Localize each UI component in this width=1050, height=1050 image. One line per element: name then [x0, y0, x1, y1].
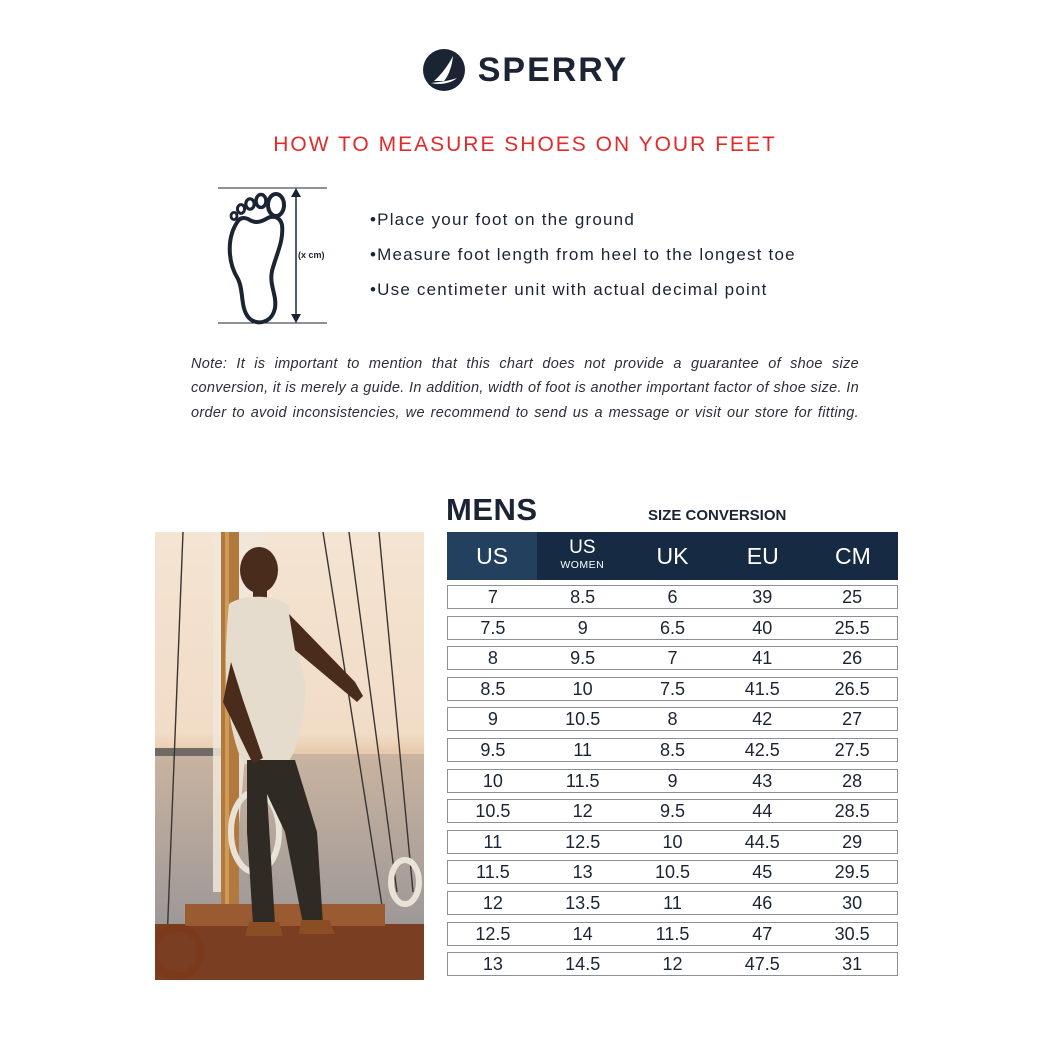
- table-cell: 25: [842, 587, 863, 607]
- table-cell: 14: [572, 923, 593, 944]
- table-header: [447, 532, 898, 580]
- table-cell: 10: [572, 678, 593, 699]
- table-row: [447, 891, 898, 915]
- table-cell: 11: [663, 892, 682, 913]
- step-item: •Place your foot on the ground: [370, 210, 635, 229]
- table-cell: 43: [752, 770, 773, 791]
- table-cell: 7: [487, 587, 498, 607]
- table-cell: 9.5: [659, 801, 685, 822]
- table-cell: 47.5: [744, 954, 780, 975]
- table-cell: 45: [752, 862, 773, 883]
- table-cell: 9: [487, 709, 498, 730]
- table-cell: 13.5: [565, 892, 601, 913]
- table-cell: 41.5: [744, 678, 780, 699]
- table-cell: 10: [482, 770, 503, 791]
- table-cell: 8: [487, 648, 498, 669]
- column-header-eu: [718, 532, 808, 580]
- table-cell: 10: [662, 831, 683, 852]
- table-cell: 46: [752, 892, 773, 913]
- table-row: [447, 616, 898, 640]
- column-header-label: CM: [835, 542, 871, 569]
- column-header-label: US: [476, 542, 509, 569]
- table-cell: 30.5: [834, 923, 870, 944]
- table-cell: 11: [573, 739, 593, 760]
- table-cell: 29.5: [834, 862, 870, 883]
- table-cell: 14.5: [565, 954, 601, 975]
- section-subtitle: SIZE CONVERSION: [648, 507, 787, 524]
- table-cell: 9: [577, 617, 588, 638]
- brand-name: SPERRY: [477, 50, 629, 89]
- table-row: [447, 952, 898, 976]
- man-on-sailboat-photo: [155, 532, 424, 980]
- table-cell: 11.5: [565, 770, 600, 791]
- table-row: [447, 922, 898, 946]
- column-header-label: UK: [656, 542, 689, 569]
- table-cell: 7.5: [480, 617, 506, 638]
- table-cell: 26.5: [834, 678, 870, 699]
- table-cell: 31: [842, 954, 863, 975]
- table-cell: 9: [667, 770, 678, 791]
- table-cell: 8.5: [659, 739, 685, 760]
- column-header-label: EU: [746, 542, 779, 569]
- table-cell: 13: [482, 954, 503, 975]
- column-header-uk: [627, 532, 717, 580]
- table-cell: 41: [752, 648, 773, 669]
- table-cell: 27: [842, 709, 863, 730]
- table-cell: 12: [662, 954, 683, 975]
- table-row: [447, 707, 898, 731]
- table-row: [447, 646, 898, 670]
- table-cell: 11: [483, 831, 503, 852]
- table-cell: 6.5: [659, 617, 685, 638]
- table-cell: 42: [752, 709, 773, 730]
- column-header-us: [447, 532, 537, 580]
- table-cell: 10.5: [654, 862, 691, 883]
- table-cell: 12.5: [565, 831, 601, 852]
- table-cell: 9.5: [480, 739, 506, 760]
- table-row: [447, 830, 898, 854]
- section-title: MENS: [446, 492, 538, 527]
- table-row: [447, 585, 898, 609]
- guide-title: HOW TO MEASURE SHOES ON YOUR FEET: [273, 133, 777, 156]
- table-cell: 8.5: [570, 587, 596, 607]
- table-cell: 27.5: [834, 739, 870, 760]
- step-item: •Use centimeter unit with actual decimal point: [370, 280, 768, 299]
- table-cell: 11.5: [655, 923, 690, 944]
- table-cell: 12.5: [475, 923, 511, 944]
- measure-label: (x cm): [298, 250, 325, 260]
- table-cell: 10.5: [475, 801, 511, 822]
- brand-header: [0, 48, 1050, 92]
- table-cell: 11.5: [476, 862, 510, 883]
- disclaimer-note: Note: It is important to mention that this chart does not provide a guarantee of shoe size conversion, it is merely a guide. In addition, width of foot is another important factor of shoe size. In order to avoid inconsistencies, we recommend to send us a message or visit our store for fitting.: [191, 356, 859, 421]
- table-body: [447, 585, 898, 976]
- table-cell: 29: [842, 831, 863, 852]
- table-row: [447, 677, 898, 701]
- measure-steps: [370, 210, 796, 315]
- table-cell: 9.5: [570, 648, 596, 669]
- sperry-sail-logo-icon: [422, 48, 466, 92]
- column-header-cm: [808, 532, 898, 580]
- table-cell: 26: [842, 648, 863, 669]
- table-cell: 39: [752, 587, 773, 607]
- table-cell: 6: [667, 587, 678, 607]
- column-header-us-women: [537, 532, 627, 580]
- table-cell: 28: [842, 770, 863, 791]
- table-cell: 25.5: [834, 617, 870, 638]
- step-item: •Measure foot length from heel to the longest toe: [370, 245, 796, 264]
- table-cell: 8: [667, 709, 678, 730]
- table-cell: 40: [752, 617, 773, 638]
- table-cell: 8.5: [480, 678, 506, 699]
- table-cell: 28.5: [834, 801, 870, 822]
- table-cell: 12: [572, 801, 593, 822]
- table-row: [447, 738, 898, 762]
- table-row: [447, 860, 898, 884]
- table-row: [447, 799, 898, 823]
- table-cell: 30: [842, 892, 863, 913]
- table-cell: 7.5: [659, 678, 685, 699]
- table-cell: 7: [667, 648, 678, 669]
- table-cell: 13: [572, 862, 593, 883]
- size-conversion-table: [447, 532, 898, 983]
- table-cell: 10.5: [565, 709, 601, 730]
- table-cell: 12: [482, 892, 503, 913]
- table-cell: 42.5: [744, 739, 780, 760]
- table-cell: 47: [752, 923, 773, 944]
- table-row: [447, 769, 898, 793]
- column-header-sublabel: WOMEN: [560, 558, 605, 571]
- table-cell: 44: [752, 801, 773, 822]
- table-cell: 44.5: [744, 831, 780, 852]
- column-header-label: US: [569, 536, 596, 558]
